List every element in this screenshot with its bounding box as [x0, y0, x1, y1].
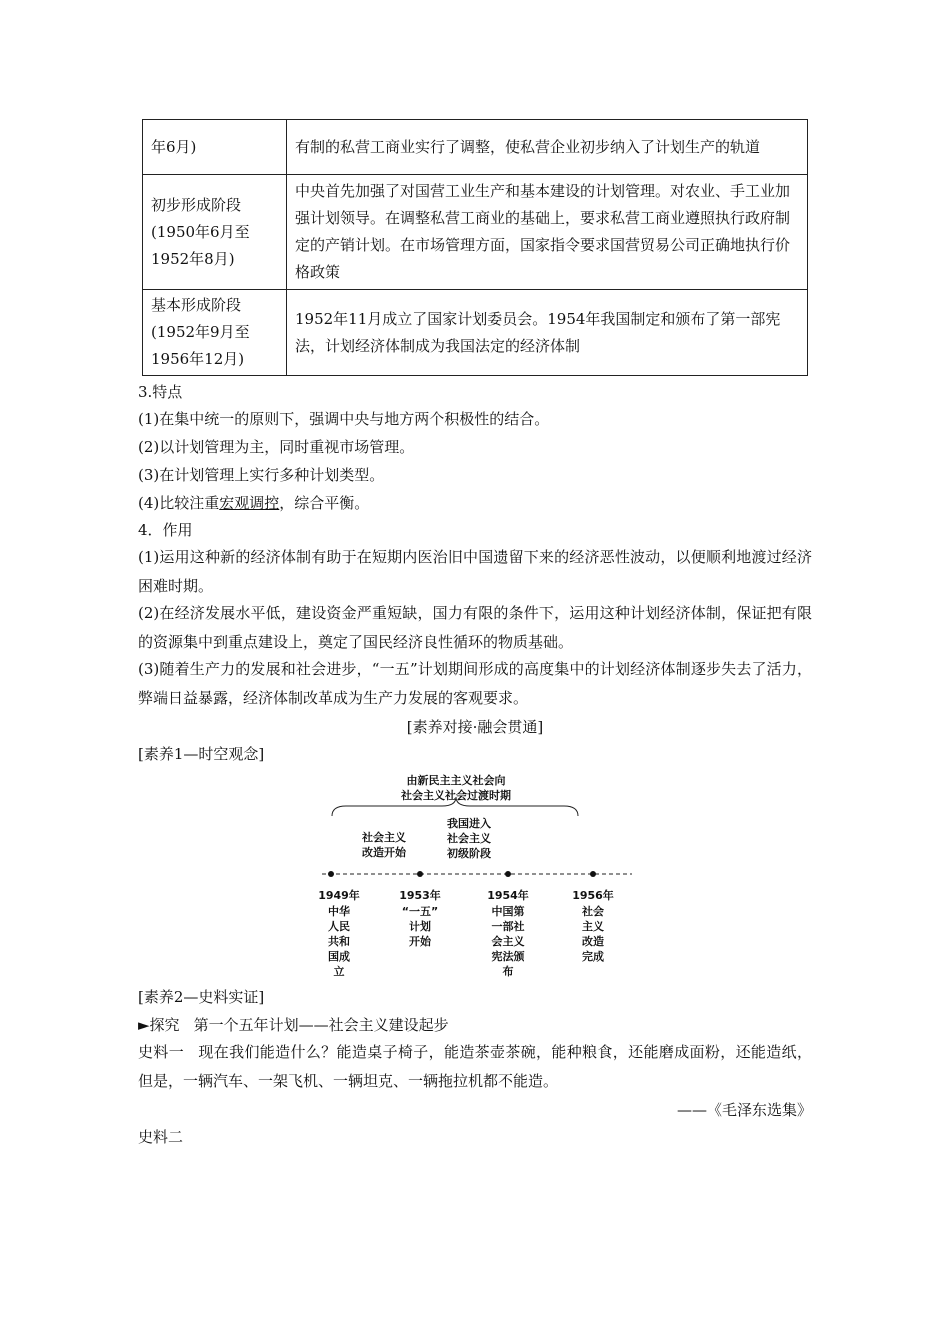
- effect-item: (3)随着生产力的发展和社会进步，“一五”计划期间形成的高度集中的计划经济体制逐步失去了活力，弊端日益暴露，经济体制改革成为生产力发展的客观要求。: [138, 660, 812, 707]
- transformation-start-label: 社会主义: [362, 831, 406, 844]
- event-1954: 会主义: [491, 935, 525, 948]
- year-1954: 1954年: [487, 889, 529, 902]
- section-title: [素养对接·融会贯通]: [406, 718, 544, 736]
- source-1-citation: ——《毛泽东选集》: [676, 1101, 812, 1119]
- event-1956: 主义: [582, 920, 604, 933]
- features-heading: 3.特点: [138, 383, 183, 401]
- macro-control-term: 宏观调控: [219, 494, 280, 512]
- event-1953: 开始: [409, 935, 431, 948]
- event-1949: 共和: [328, 935, 350, 948]
- timeline-point-1953: [417, 871, 423, 877]
- event-1953: “一五”: [401, 905, 439, 918]
- feature-item: (2)以计划管理为主，同时重视市场管理。: [138, 438, 415, 456]
- feature-item: (3)在计划管理上实行多种计划类型。: [138, 466, 385, 484]
- inquiry-line: ►探究 第一个五年计划——社会主义建设起步: [138, 1016, 449, 1034]
- literacy-2-heading: [素养2—史料实证]: [138, 988, 265, 1006]
- primary-stage-label: 社会主义: [447, 832, 491, 845]
- content-cell: 1952年11月成立了国家计划委员会。1954年我国制定和颁布了第一部宪法，计划经济体制成为我国法定的经济体制: [287, 290, 808, 376]
- literacy-1-heading: [素养1—时空观念]: [138, 745, 265, 763]
- stage-cell: 基本形成阶段 (1952年9月至 1956年12月): [143, 290, 287, 376]
- source-1-label: 史料一: [138, 1043, 185, 1061]
- event-1949: 国成: [328, 950, 350, 963]
- feature-item: (1)在集中统一的原则下，强调中央与地方两个积极性的结合。: [138, 410, 550, 428]
- primary-stage-label: 初级阶段: [447, 847, 491, 860]
- event-1956: 改造: [582, 935, 604, 948]
- source-1: [138, 1038, 812, 1096]
- primary-stage-label: 我国进入: [447, 817, 491, 830]
- event-1954: 布: [502, 965, 514, 978]
- timeline-point-1954: [505, 871, 511, 877]
- timeline-point-1949: [328, 871, 334, 877]
- source-2-label: 史料二: [138, 1128, 184, 1146]
- planning-stages-table: [142, 119, 808, 376]
- table-row: [143, 175, 808, 290]
- year-1956: 1956年: [572, 889, 614, 902]
- table-row: [143, 120, 808, 175]
- effect-item: (2)在经济发展水平低，建设资金严重短缺，国力有限的条件下，运用这种计划经济体制，保证把有限的资源集中到重点建设上，奠定了国民经济良性循环的物质基础。: [138, 604, 812, 651]
- stage-cell: 年6月): [143, 120, 287, 175]
- transition-label: 由新民主主义社会向: [406, 774, 506, 787]
- effects-heading: 4．作用: [138, 521, 193, 539]
- content-cell: 中央首先加强了对国营工业生产和基本建设的计划管理。对农业、手工业加强计划领导。在调整私营工商业的基础上，要求私营工商业遵照执行政府制定的产销计划。在市场管理方面，国家指令要求国营贸易公司正确地执行价格政策: [287, 175, 808, 290]
- content-cell: 有制的私营工商业实行了调整，使私营企业初步纳入了计划生产的轨道: [287, 120, 808, 175]
- event-1954: 一部社: [491, 920, 525, 933]
- year-1949: 1949年: [318, 889, 360, 902]
- transformation-start-label: 改造开始: [362, 846, 406, 859]
- transition-label: 社会主义社会过渡时期: [401, 789, 511, 802]
- event-1956: 社会: [582, 905, 604, 918]
- year-1953: 1953年: [399, 889, 441, 902]
- event-1949: 人民: [328, 920, 350, 933]
- triangle-marker-icon: ►: [138, 1016, 150, 1034]
- stage-cell: 初步形成阶段 (1950年6月至 1952年8月): [143, 175, 287, 290]
- feature-item: (4)比较注重宏观调控，综合平衡。: [138, 494, 370, 512]
- event-1949: 立: [333, 965, 345, 978]
- source-1-text: 现在我们能造什么？能造桌子椅子，能造茶壶茶碗，能种粮食，还能磨成面粉，还能造纸，但是，一辆汽车、一架飞机、一辆坦克、一辆拖拉机都不能造。: [138, 1043, 812, 1090]
- event-1954: 中国第: [491, 905, 525, 918]
- event-1953: 计划: [409, 920, 431, 933]
- event-1949: 中华: [328, 905, 350, 918]
- event-1956: 完成: [582, 950, 604, 963]
- event-1954: 宪法颁: [491, 950, 525, 963]
- effect-item: (1)运用这种新的经济体制有助于在短期内医治旧中国遗留下来的经济恶性波动，以便顺利地渡过经济困难时期。: [138, 548, 812, 595]
- timeline-point-1956: [590, 871, 596, 877]
- timeline-diagram: [310, 768, 640, 983]
- table-row: [143, 290, 808, 376]
